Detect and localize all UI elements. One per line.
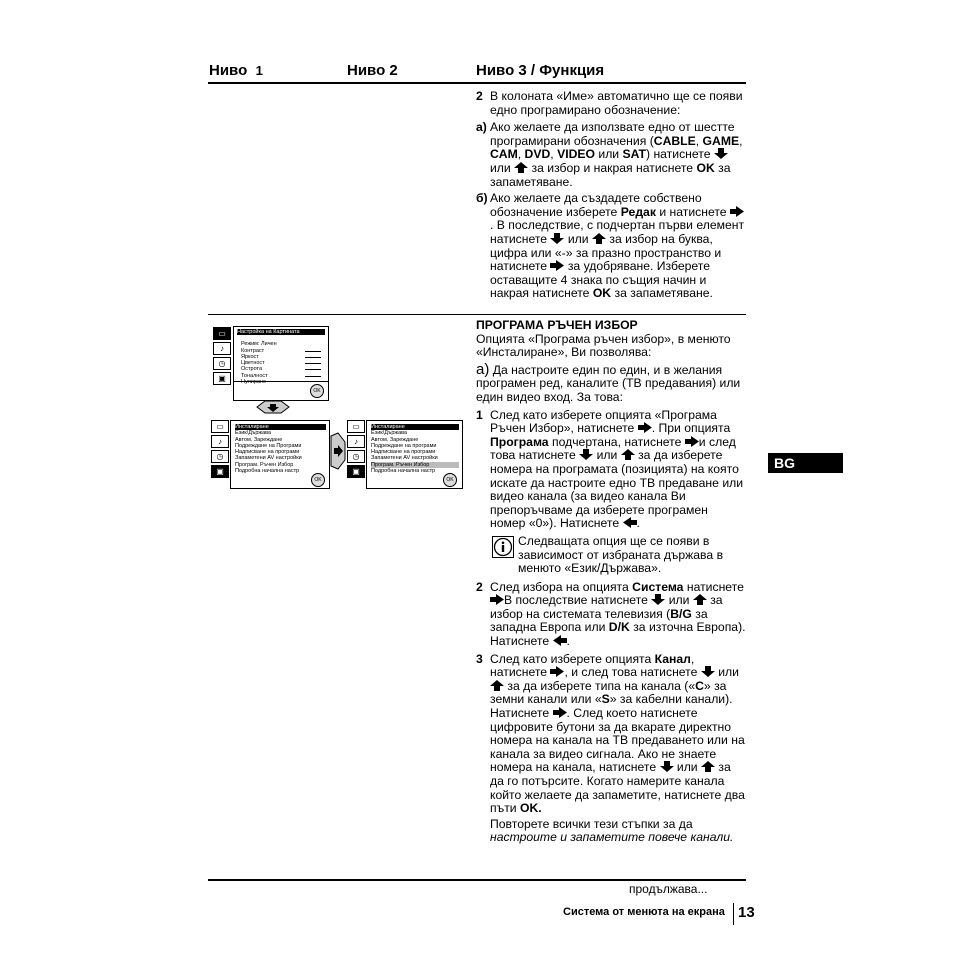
page-number-divider <box>733 903 734 925</box>
picture-menu-icon: ▭ <box>347 420 365 433</box>
arrow-right-icon <box>685 436 699 447</box>
setup-menu-icon: ▣ <box>211 465 229 478</box>
right-button-icon <box>330 432 346 470</box>
menu-item-selected: Програм. Ръчен Избор <box>371 462 459 468</box>
menu-item: Нулиране <box>241 379 267 386</box>
picture-menu-icon: ▭ <box>211 420 229 433</box>
arrow-up-icon <box>693 594 707 605</box>
sound-menu-icon: ♪ <box>347 435 365 448</box>
arrow-right-icon <box>638 422 652 433</box>
menu-icon-column <box>211 420 229 480</box>
timer-menu-icon: ◷ <box>213 357 231 370</box>
continues-label: продължава... <box>629 882 708 896</box>
arrow-right-icon <box>730 206 744 217</box>
info-icon <box>492 536 514 558</box>
arrow-right-icon <box>553 707 567 718</box>
page-number: 13 <box>738 904 755 921</box>
menu-item: Запаметени AV настройки <box>371 455 438 462</box>
arrow-right-icon <box>550 666 564 677</box>
arrow-left-icon <box>553 635 567 646</box>
header-level3: Ниво 3 / Функция <box>476 62 605 79</box>
menu-icon-column <box>213 327 231 387</box>
section-rule <box>208 314 746 315</box>
menu-item: Автом. Зареждане <box>235 436 283 443</box>
step-3: 3 След като изберете опцията Канал, натиснете , и след това натиснете или за да изберете типа на канала («C» за земни канали или «S» за кабелни канали). Натиснете . След което натиснете цифровите бутони за да вкарате директно номера на канала на ТВ предаването или на канала за видео сигнала. Ако не знаете номера на канала, натиснете или за да го потърсите. Когато намерите канала който желаете да запаметите, натиснете два пъти OK. Повторете всички тези стъпки за да настроите и запаметите повече канали. <box>476 651 745 845</box>
repeat-note: Повторете всички тези стъпки за да настроите и запаметите повече канали. <box>490 816 734 845</box>
menu-item: Подреждане на програми <box>371 442 437 449</box>
menu-item: Език/Държава <box>371 430 408 437</box>
header-level1: Ниво 1 <box>209 62 263 79</box>
header-level2: Ниво 2 <box>347 62 398 79</box>
arrow-up-icon <box>621 449 635 460</box>
timer-menu-icon: ◷ <box>347 450 365 463</box>
menu-item: Яркост <box>241 353 259 360</box>
language-badge: BG <box>768 453 843 473</box>
menu-item: Подробна начална настр <box>235 468 300 475</box>
section-a-paragraph: a) Да настроите един по един, и в желания програмен ред, каналите (ТВ предавания) или един видео вход. За това: <box>476 360 741 404</box>
menu-item: Надписване на програми <box>235 449 300 456</box>
arrow-up-icon <box>490 680 504 691</box>
menu-title: Настройка на Картината <box>237 329 325 335</box>
arrow-down-icon <box>651 594 665 605</box>
footer-rule <box>208 879 746 881</box>
header-rule <box>208 82 746 84</box>
arrow-down-icon <box>579 449 593 460</box>
arrow-up-icon <box>514 162 528 173</box>
menu-item: Цветност <box>241 360 265 367</box>
menu-title: Инсталиране <box>235 424 326 430</box>
menu-item: Надписване на програми <box>371 449 436 456</box>
install-menu-b <box>366 420 463 489</box>
menu-icon-column <box>347 420 365 480</box>
section-intro: Опцията «Програма ръчен избор», в менюто «Инсталиране», Ви позволява: <box>476 331 731 360</box>
ok-icon: OK <box>310 384 324 398</box>
install-menu-a <box>230 420 330 489</box>
arrow-right-icon <box>490 594 504 605</box>
ok-icon: OK <box>311 473 325 487</box>
section-footer-label: Система от менюта на екрана <box>563 906 725 918</box>
section-title: ПРОГРАМА РЪЧЕН ИЗБОР <box>476 318 638 332</box>
arrow-up-icon <box>592 233 606 244</box>
menu-item: Език/Държава <box>235 430 272 437</box>
setup-menu-icon: ▣ <box>347 465 365 478</box>
menu-item: Програм. Ръчен Избор <box>235 461 294 468</box>
timer-menu-icon: ◷ <box>211 450 229 463</box>
arrow-down-icon <box>550 233 564 244</box>
sound-menu-icon: ♪ <box>211 435 229 448</box>
menu-item: Запаметени AV настройки <box>235 455 302 462</box>
menu-title: Инсталиране <box>371 424 459 430</box>
menu-item: Режим: Личен <box>241 341 277 348</box>
setup-menu-icon: ▣ <box>213 372 231 385</box>
manual-program-section <box>476 319 746 849</box>
arrow-down-icon <box>714 148 728 159</box>
down-button-icon <box>255 400 291 414</box>
picture-menu-icon: ▭ <box>213 327 231 340</box>
picture-settings-menu <box>233 326 329 401</box>
menu-item: Подробна начална настр <box>371 468 436 475</box>
menu-item: Острота <box>241 366 263 373</box>
info-note: Следващата опция ще се появи в зависимост от избраната държава в менюто «Език/Държава». <box>490 535 746 576</box>
arrow-left-icon <box>623 517 637 528</box>
arrow-down-icon <box>701 666 715 677</box>
step-1: 1 След като изберете опцията «Програма Ръчен Избор», натиснете . При опцията Програма подчертана, натиснете и след това натиснете или за да изберете номера на програмата (позицията) на която искате да настроите едно ТВ предаване или видео канала (за видео канала Ви препоръчваме да изберете програмен номер «0»). Натиснете . <box>476 407 744 531</box>
top-step-block: 2 В колоната «Име» автоматично ще се появи едно програмирано обозначение: а) Ако желаете да използвате едно от шестте програмирани обозначения (CABLE, GAME, CAM, DVD, VIDEO или SAT) натиснете или за избор и накрая натиснете OK за запаметяване. б) Ако желаете да създадете собствено обозначение изберете Редак и натиснете . В последствие, с подчертан първи елемент натиснете или за избор на буква, цифра или «-» за празно пространство и натиснете за удобряване. Изберете оставащите 4 знака по същия начин и накрая натиснете OK за запаметяване. <box>476 89 745 301</box>
arrow-right-icon <box>550 260 564 271</box>
arrow-up-icon <box>701 761 715 772</box>
step-2: 2 След избора на опцията Система натиснете В последствие натиснете или за избор на системата телевизия (B/G за западна Европа или D/K за източна Европа). Натиснете . <box>476 579 746 649</box>
ok-icon: OK <box>443 473 457 487</box>
menu-item: Подреждане на Програми <box>235 442 302 449</box>
sound-menu-icon: ♪ <box>213 342 231 355</box>
menu-item: Контраст <box>241 347 265 354</box>
arrow-down-icon <box>660 761 674 772</box>
menu-item: Автом. Зареждане <box>371 436 419 443</box>
menu-item: Тоналност <box>241 372 268 379</box>
